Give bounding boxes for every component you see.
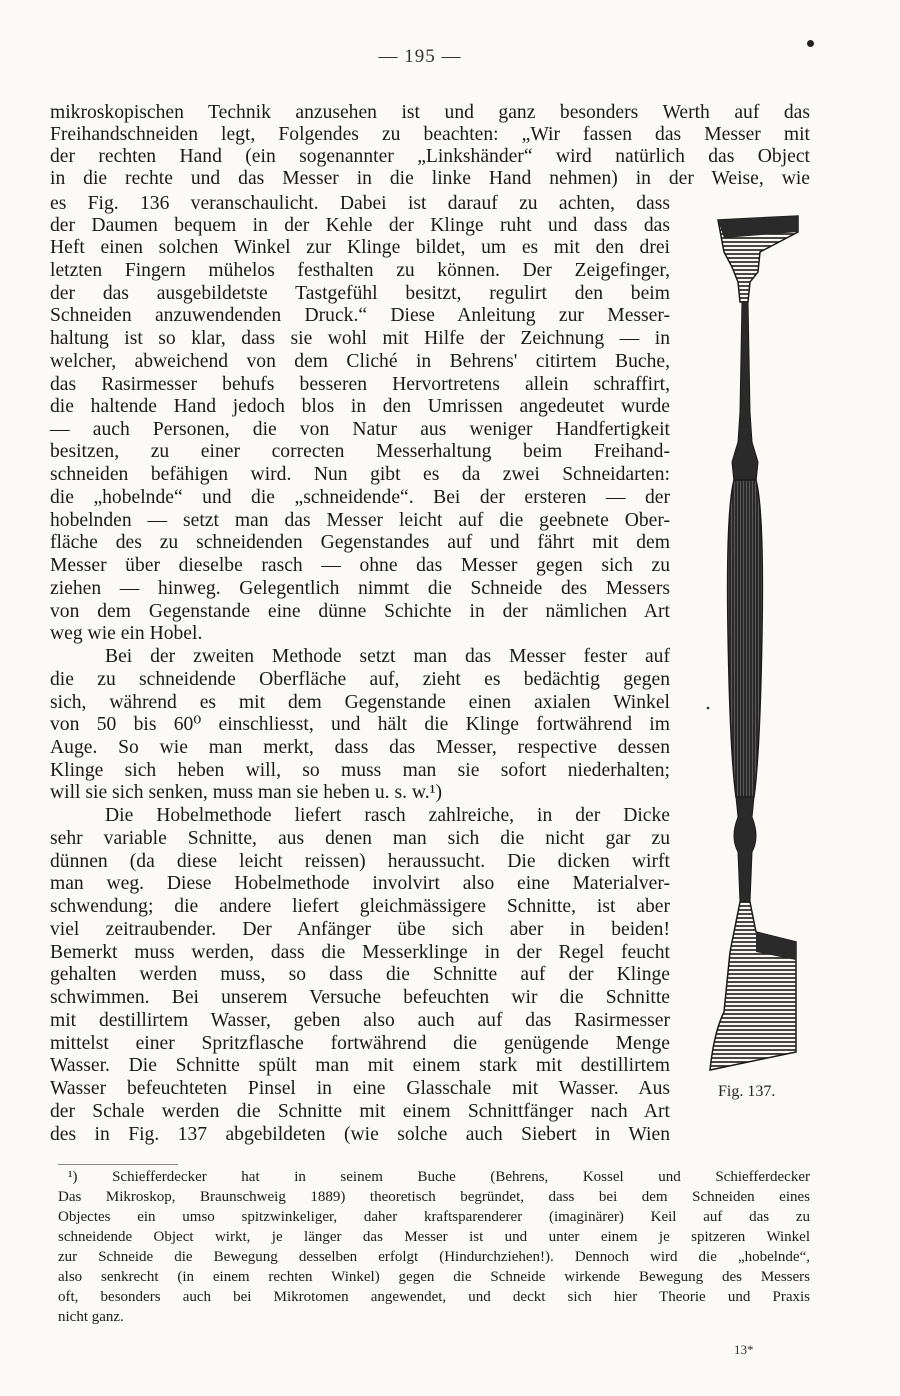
text-line: die haltende Hand jedoch blos in den Umrissen angedeutet wurde	[50, 396, 670, 417]
text-line: der Schale werden die Schnitte mit einem Schnittfänger nach Art	[50, 1101, 670, 1122]
text-line: Wasser befeuchteten Pinsel in eine Glasschale mit Wasser. Aus	[50, 1078, 670, 1099]
page-number: — 195 —	[378, 46, 462, 67]
text-line: in die rechte und das Messer in die linke Hand nehmen) in der Weise, wie	[50, 168, 810, 189]
footnote-line: zur Schneide die Bewegung desselben erfolgt (Hindurchziehen!). Dennoch wird die „hobelnde“,	[58, 1249, 810, 1265]
ink-dot	[807, 40, 814, 47]
text-line: welcher, abweichend von dem Cliché in Behrens' citirtem Buche,	[50, 351, 670, 372]
text-line: sich, während es mit dem Gegenstande einen axialen Winkel	[50, 692, 670, 713]
footnote-line: nicht ganz.	[58, 1309, 124, 1325]
text-line: Schneiden anzuwendenden Druck.“ Diese Anleitung zur Messer-	[50, 305, 670, 326]
text-line: der das ausgebildetste Tastgefühl besitzt, regulirt den beim	[50, 283, 670, 304]
text-line: die zu schneidende Oberfläche auf, zieht es bedächtig gegen	[50, 669, 670, 690]
printer-signature: 13*	[734, 1342, 754, 1357]
section-lifter-icon	[700, 212, 810, 1092]
footnote-line: oft, besonders auch bei Mikrotomen angewendet, und deckt sich hier Theorie und Praxis	[58, 1289, 810, 1305]
text-line: Auge. So wie man merkt, dass das Messer, respective dessen	[50, 737, 670, 758]
footnote-line: also senkrecht (in einem rechten Winkel) gegen die Schneide wirkende Bewegung des Messers	[58, 1269, 810, 1285]
footnote-line: Objectes ein umso spitzwinkeliger, daher kraftsparenderer (imaginärer) Keil auf das zu	[58, 1209, 810, 1225]
text-line: weg wie ein Hobel.	[50, 623, 203, 644]
text-line: schwendung; die andere liefert gleichmässigere Schnitte, ist aber	[50, 896, 670, 917]
text-line: von 50 bis 60⁰ einschliesst, und hält die Klinge fortwährend im	[50, 714, 670, 735]
text-line: schwimmen. Bei unserem Versuche befeuchten wir die Schnitte	[50, 987, 670, 1008]
text-line: Heft einen solchen Winkel zur Klinge bildet, um es mit den drei	[50, 237, 670, 258]
text-line: besitzen, zu einer correcten Messerhaltung beim Freihand-	[50, 441, 670, 462]
text-line: dünnen (da diese leicht reissen) heraussucht. Die dicken wirft	[50, 851, 670, 872]
text-line: es Fig. 136 veranschaulicht. Dabei ist darauf zu achten, dass	[50, 193, 670, 214]
text-line: viel zeitraubender. Der Anfänger übe sich aber in beiden!	[50, 919, 670, 940]
text-line: Bei der zweiten Methode setzt man das Messer fester auf	[105, 646, 670, 667]
footnote-line: schneidende Object wirkt, je länger das Messer ist und unter einem je spitzeren Winkel	[58, 1229, 810, 1245]
text-line: Freihandschneiden legt, Folgendes zu beachten: „Wir fassen das Messer mit	[50, 124, 810, 145]
text-line: der Daumen bequem in der Kehle der Klinge ruht und dass das	[50, 215, 670, 236]
text-line: mit destillirtem Wasser, geben also auch auf das Rasirmesser	[50, 1010, 670, 1031]
text-line: — auch Personen, die von Natur aus weniger Handfertigkeit	[50, 419, 670, 440]
text-line: des in Fig. 137 abgebildeten (wie solche auch Siebert in Wien	[50, 1124, 670, 1145]
figure-caption: Fig. 137.	[718, 1083, 776, 1100]
text-line: Bemerkt muss werden, dass die Messerklinge in der Regel feucht	[50, 942, 670, 963]
text-line: letzten Fingern mühelos festhalten zu können. Der Zeigefinger,	[50, 260, 670, 281]
footnote-line: Das Mikroskop, Braunschweig 1889) theoretisch begründet, dass bei dem Schneiden eines	[58, 1189, 810, 1205]
text-line: haltung ist so klar, dass sie wohl mit Hilfe der Zeichnung — in	[50, 328, 670, 349]
text-line: Wasser. Die Schnitte spült man mit einem stark mit destillirtem	[50, 1055, 670, 1076]
footnote-line: ¹) Schiefferdecker hat in seinem Buche (Behrens, Kossel und Schiefferdecker	[68, 1169, 810, 1185]
text-line: sehr variable Schnitte, aus denen man sich die nicht gar zu	[50, 828, 670, 849]
text-line: hobelnden — setzt man das Messer leicht auf die geebnete Ober-	[50, 510, 670, 531]
text-line: die „hobelnde“ und die „schneidende“. Bei der ersteren — der	[50, 487, 670, 508]
text-line: will sie sich senken, muss man sie heben u. s. w.¹)	[50, 782, 443, 803]
text-line: Die Hobelmethode liefert rasch zahlreiche, in der Dicke	[105, 805, 670, 826]
text-line: man weg. Diese Hobelmethode involvirt also eine Materialver-	[50, 873, 670, 894]
text-line: der rechten Hand (ein sogenannter „Linkshänder“ wird natürlich das Object	[50, 146, 810, 167]
text-line: fläche des zu schneidenden Gegenstandes auf und fährt mit dem	[50, 532, 670, 553]
text-line: Messer über dieselbe rasch — ohne das Messer gegen sich zu	[50, 555, 670, 576]
text-line: mikroskopischen Technik anzusehen ist und ganz besonders Werth auf das	[50, 102, 810, 123]
text-line: Klinge sich heben will, so muss man sie sofort niederhalten;	[50, 760, 670, 781]
text-line: schneiden befähigen wird. Nun gibt es da zwei Schneidarten:	[50, 464, 670, 485]
text-line: mittelst einer Spritzflasche fortwährend die genügende Menge	[50, 1033, 670, 1054]
text-line: gehalten werden muss, so dass die Schnitte auf der Klinge	[50, 964, 670, 985]
text-line: von dem Gegenstande eine dünne Schichte in der nämlichen Art	[50, 601, 670, 622]
text-line: das Rasirmesser behufs besseren Hervortretens allein schraffirt,	[50, 374, 670, 395]
text-line: ziehen — hinweg. Gelegentlich nimmt die Schneide des Messers	[50, 578, 670, 599]
footnote-rule	[58, 1164, 178, 1165]
